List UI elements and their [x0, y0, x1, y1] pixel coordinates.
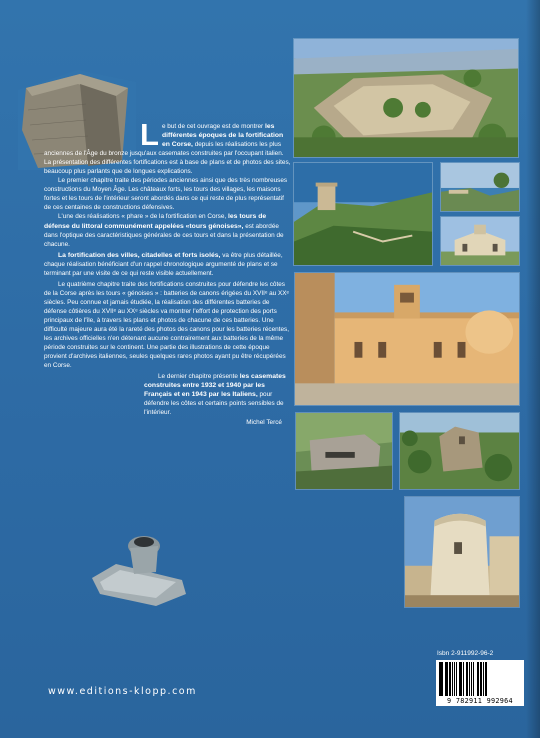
chapter5-lead: Le dernier chapitre présente: [158, 373, 238, 381]
intro-lead: e but de cet ouvrage est de montrer: [161, 123, 264, 130]
spine-shadow: [526, 0, 540, 738]
chapter2-bold: les tours de défense du littoral communément appelées «tours génoises»,: [44, 213, 267, 230]
round-tower-photo: [404, 496, 520, 608]
dropcap: L: [140, 117, 159, 152]
author-signature: Michel Tercé: [246, 418, 282, 426]
fort-building-photo: [440, 216, 520, 266]
chapter4-paragraph: Le quatrième chapitre traite des fortifications construites pour défendre les côtes de la Corse après les tours « génoises » : batteries de canons érigées du XVIIᵉ au XXᵉ siècles. Peu connue et jamais étudiée, la réalisation des différentes batteries de défense côtières du XVIIᵉ au XXᵉ siècles va montrer l'effort de protection des ports principaux de l'île, à travers les plans et photos de chacune de ces batteries. Une difficulté majeure aura été la rareté des photos des canons pour les batteries récentes, les archives officielles n'en détenant aucune contrairement aux batteries de la même période construites sur le continent. Une partie des illustrations de cette époque provient d'archives italiennes, seules quelques rares photos ayant pu être récupérées en Corse.: [44, 280, 290, 370]
mortar-cannon-photo: [86, 520, 196, 608]
aerial-castle-photo: [293, 38, 519, 158]
chapter3-bold: La fortification des villes, citadelles et forts isolés,: [58, 251, 221, 259]
chapter2-rest: est abordée dans l'optique des caractéristiques générales de ces tours et dans la présentation de chacune.: [44, 222, 284, 248]
barcode-bars: [439, 662, 521, 696]
chapter5-rest: pour défendre les côtes et certains points sensibles de l'intérieur.: [144, 391, 284, 417]
chapter5-paragraph: [144, 372, 292, 417]
chapter5-bold: les casemates construites entre 1932 et 1940 par les Français et en 1943 par les Italiens,: [144, 373, 286, 399]
chapter1-paragraph: Le premier chapitre traite des périodes anciennes ainsi que des très nombreuses constructions du Moyen Âge. Les châteaux forts, les tours des villages, les maisons fortes et les tours de l'intérieur seront abordés dans ce qui reste de plus représentatif de ces centaines de constructions défensives.: [44, 177, 288, 212]
isbn-label: Isbn 2-911992-96-2: [437, 650, 494, 657]
coastal-tower-photo: [293, 162, 433, 266]
description-text: [44, 117, 292, 427]
barcode-number: 9 782911 992964: [447, 697, 513, 705]
barcode-stripe: [490, 662, 491, 696]
publisher-website[interactable]: www.editions-klopp.com: [48, 686, 197, 697]
chapter2-lead: L'une des réalisations « phare » de la fortification en Corse,: [58, 213, 227, 221]
sea-tower-photo: [440, 162, 520, 212]
ruins-photo: [399, 412, 520, 490]
chapter2-paragraph: [44, 212, 292, 248]
intro-bold: les différentes époques de la fortification en Corse,: [161, 123, 284, 149]
intro-paragraph: [44, 117, 292, 176]
intro-rest: depuis les réalisations les plus anciennes de l'Âge du bronze jusqu'aux casemates construites par l'occupant italien. La présentation des différentes fortifications est à base de plans et de photos des sites, beaucoup plus parlants que de longues explications.: [44, 141, 291, 176]
barcode: [436, 660, 524, 706]
citadel-square-photo: [294, 272, 520, 406]
chapter3-paragraph: [44, 251, 292, 278]
bunker-photo: [295, 412, 393, 490]
chapter3-rest: va être plus détaillée, chaque réalisation bénéficiant d'un rappel chronologique argumenté de plans et se terminant par une visite de ce qui reste visible actuellement.: [44, 251, 283, 277]
